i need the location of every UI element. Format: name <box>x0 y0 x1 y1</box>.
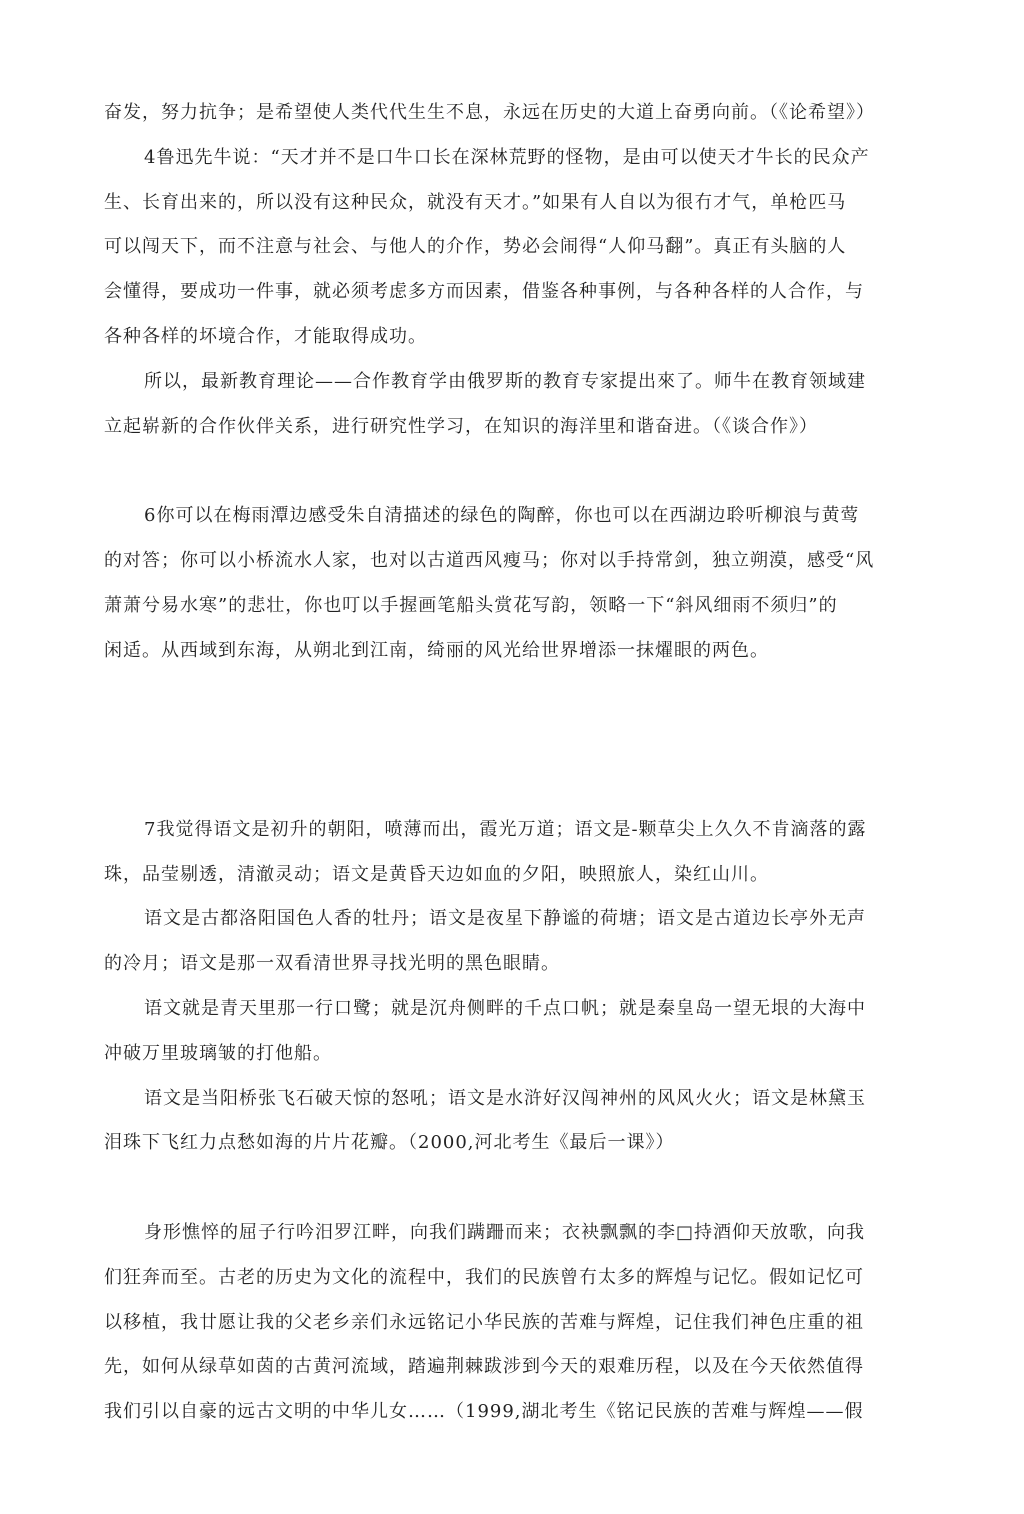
text-line: 冲破万里玻璃皱的打他船。 <box>104 1042 332 1064</box>
text-line: 各种各样的坏境合作，才能取得成功。 <box>104 325 427 347</box>
text-line: 奋发，努力抗争；是希望使人类代代生生不息，永远在历史的大道上奋勇向前。（《论希望》） <box>104 102 875 123</box>
text-line: 的冷月；语文是那一双看清世界寻找光明的黑色眼睛。 <box>104 953 560 975</box>
text-line: 6你可以在梅雨潭边感受朱自清描述的绿色的陶醉，你也可以在西湖边聆听柳浪与黄莺 <box>144 505 860 527</box>
text-line: 语文是古都洛阳国色人香的牡丹；语文是夜星下静谧的荷塘；语文是古道边长亭外无声 <box>144 908 866 930</box>
text-line: 泪珠下飞红力点愁如海的片片花瓣。（2000,河北考生《最后一课》） <box>104 1132 675 1154</box>
text-line: 生、长育出来的，所以没有这种民众，就没有天才。”如果有人自以为很冇才气，单枪匹马 <box>104 191 847 213</box>
text-line: 4鲁迅先牛说：“天才并不是口牛口长在深林荒野的怪物，是由可以使天才牛长的民众产 <box>144 146 870 168</box>
text-line: 语文是当阳桥张飞石破天惊的怒吼；语文是水浒好汉闯神州的风风火火；语文是林黛玉 <box>144 1087 866 1109</box>
paragraph <box>104 136 984 360</box>
text-line: 以移植，我廿愿让我的父老乡亲们永远铭记小华民族的苦难与辉煌，记住我们神色庄重的祖 <box>104 1311 864 1333</box>
text-line: 先，如何从绿草如茵的古黄河流域，踏遍荆棘跋涉到今天的艰难历程，以及在今天依然值得 <box>104 1356 864 1378</box>
text-line: 身形憔悴的屈子行吟汨罗江畔，向我们蹒跚而来；衣袂飘飘的李□持酒仰天放歌，向我 <box>144 1221 866 1243</box>
text-line: 会懂得，要成功一件事，就必须考虑多方而因素，借鉴各种事例，与各种各样的人合作，与 <box>104 281 864 303</box>
text-line: 萧萧兮易水寒”的悲壮，你也叮以手握画笔船头赏花写韵，领略一下“斜风细雨不须归”的 <box>104 594 838 616</box>
text-line: 所以，最新教育理论——合作教育学由俄罗斯的教育专家提出來了。师牛在教育领域建 <box>144 370 866 392</box>
text-line: 的对答；你可以小桥流水人家，也对以古道西风瘦马；你对以手持常剑，独立朔漠，感受“风 <box>104 549 875 571</box>
paragraph <box>104 987 984 1077</box>
text-line: 可以闯天下，而不注意与社会、与他人的介作，势必会闹得“人仰马翻”。真正有头脑的人 <box>104 236 847 258</box>
paragraph <box>104 494 984 673</box>
text-line: 珠，品莹剔透，清澈灵动；语文是黄昏天边如血的夕阳，映照旅人，染红山川。 <box>104 863 769 885</box>
text-line: 立起崭新的合作伙伴关系，进行研究性学习，在知识的海洋里和谐奋进。（《谈合作》） <box>104 415 818 437</box>
text-line: 7我觉得语文是初升的朝阳，喷薄而出，霞光万道；语文是-颗草尖上久久不肯滴落的露 <box>144 818 867 840</box>
paragraph <box>104 1077 984 1167</box>
paragraph <box>104 1211 984 1435</box>
text-line: 我们引以自豪的远古文明的中华儿女……（1999,湖北考生《铭记民族的苦难与辉煌——假 <box>104 1401 864 1423</box>
text-line: 们狂奔而至。古老的历史为文化的流程中，我们的民族曾冇太多的辉煌与记忆。假如记忆可 <box>104 1266 864 1288</box>
paragraph <box>104 808 984 898</box>
paragraph-continuation <box>104 91 984 136</box>
document-body <box>104 91 984 1435</box>
paragraph <box>104 360 984 450</box>
text-line: 闲适。从西域到东海，从朔北到江南，绮丽的风光给世界增添一抹燿眼的两色。 <box>104 639 769 661</box>
text-line: 语文就是青天里那一行口鹭；就是沉舟侧畔的千点口帆；就是秦皇岛一望无垠的大海中 <box>144 997 866 1019</box>
paragraph <box>104 897 984 987</box>
